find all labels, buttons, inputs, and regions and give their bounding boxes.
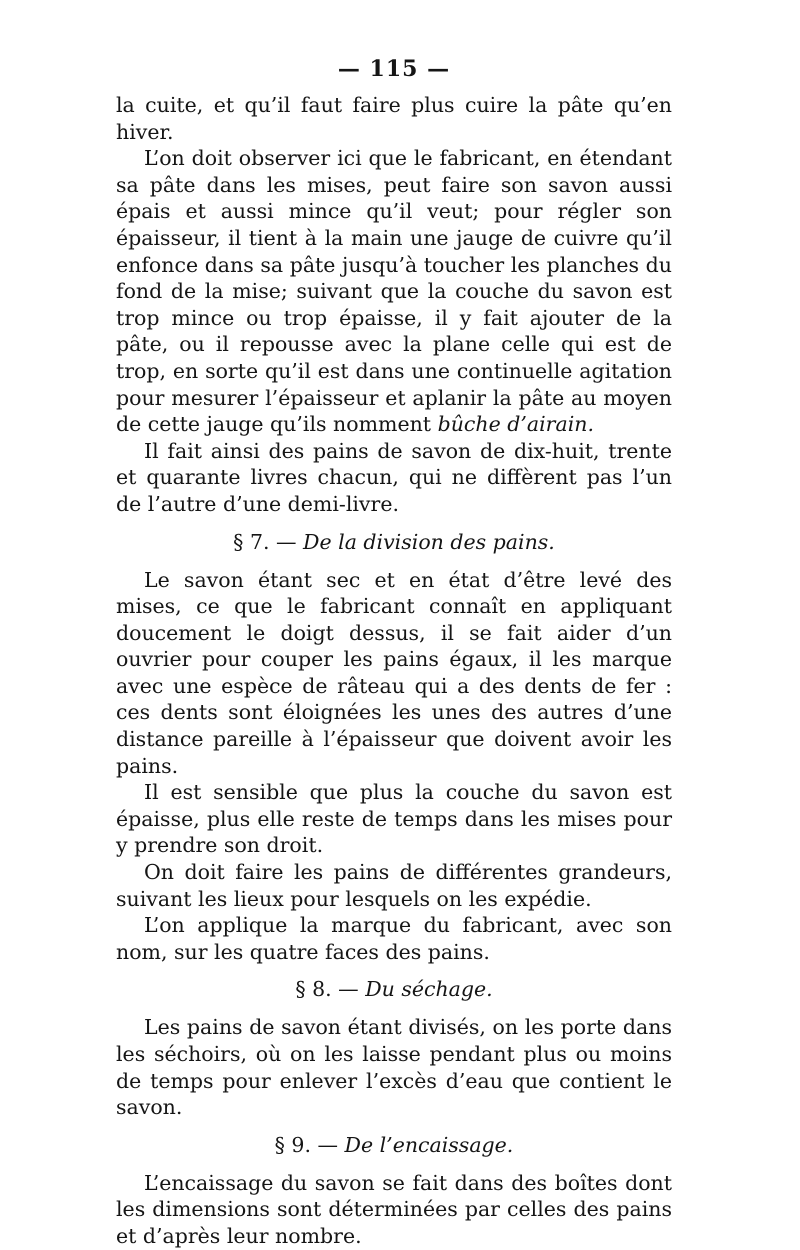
paragraph-couche: Il est sensible que plus la couche du savon est épaisse, plus elle reste de temps dans les mises pour y prendre son droit.: [116, 780, 672, 858]
paragraph-sechage: Les pains de savon étant divisés, on les porte dans les séchoirs, où on les laisse pendant plus ou moins de temps pour enlever l’excès d’eau que contient le savon.: [116, 1015, 672, 1120]
term-buche-dairain: bûche d’airain.: [437, 412, 594, 437]
paragraph-pains-poids: Il fait ainsi des pains de savon de dix-huit, trente et quarante livres chacun, qui ne diffèrent pas l’un de l’autre d’une demi-livre.: [116, 438, 672, 516]
paragraph-division: Le savon étant sec et en état d’être levé des mises, ce que le fabricant connaît en appliquant doucement le doigt dessus, il se fait aider d’un ouvrier pour couper les pains égaux, il les marque avec une espèce de râteau qui a des dents de fer : ces dents sont éloignées les unes des autres d’une distance pareille à l’épaisseur que doivent avoir les pains.: [116, 567, 672, 778]
paragraph-grandeurs: On doit faire les pains de différentes grandeurs, suivant les lieux pour lesquels on les expédie.: [116, 860, 672, 911]
section-title-9: De l’encaissage.: [344, 1132, 514, 1157]
paragraph-jauge-text: L’on doit observer ici que le fabricant, en étendant sa pâte dans les mises, peut faire son savon aussi épais et aussi mince qu’il veut; pour régler son épaisseur, il tient à la main une jauge de cuivre qu’il enfonce dans sa pâte jusqu’à toucher les planches du fond de la mise; suivant que la couche du savon est trop mince ou trop épaisse, il y fait ajouter de la pâte, ou il repousse avec la plane celle qui est de trop, en sorte qu’il est dans une continuelle agitation pour mesurer l’épaisseur et aplanir la pâte au moyen de cette jauge qu’ils nomment: [116, 146, 672, 437]
section-number-9: § 9. —: [274, 1132, 338, 1157]
section-heading-7: [116, 529, 672, 556]
paragraph-jauge: [116, 145, 672, 438]
book-page: [116, 56, 672, 1250]
section-title-8: Du séchage.: [365, 977, 493, 1002]
page-number: — 115 —: [337, 56, 451, 82]
section-number-7: § 7. —: [233, 529, 297, 554]
section-title-7: De la division des pains.: [303, 529, 555, 554]
paragraph-marque: L’on applique la marque du fabricant, avec son nom, sur les quatre faces des pains.: [116, 913, 672, 964]
paragraph-encaissage: L’encaissage du savon se fait dans des boîtes dont les dimensions sont déterminées par celles des pains et d’après leur nombre.: [116, 1170, 672, 1248]
section-heading-9: [116, 1132, 672, 1159]
section-heading-8: [116, 976, 672, 1003]
section-number-8: § 8. —: [295, 977, 359, 1002]
paragraph-continuation: la cuite, et qu’il faut faire plus cuire la pâte qu’en hiver.: [116, 93, 672, 144]
